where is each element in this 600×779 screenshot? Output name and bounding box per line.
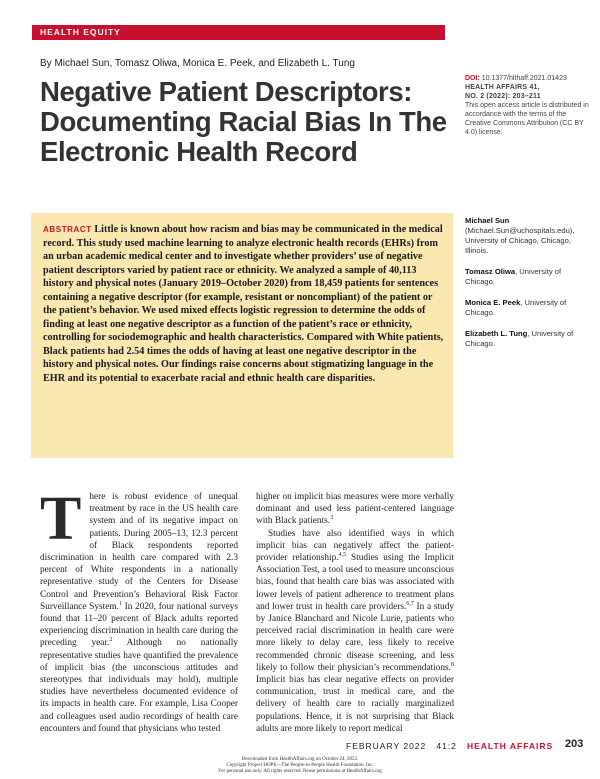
reference-mark[interactable]: 2 xyxy=(109,637,113,644)
affiliation-item: Tomasz Oliwa, University of Chicago. xyxy=(465,267,562,286)
license-note: This open access article is distributed in accordance with the terms of the Creative Commons Attribution (CC BY 4.0) license. xyxy=(465,102,589,136)
abstract-text: Little is known about how racism and bias may be communicated in the medical record. This study used machine learning to analyze electronic health records (EHRs) from an urban academic medical center and to investigate whether providers’ use of negative patient descriptors varied by patient race or ethnicity. We analyzed a sample of 40,113 history and physical notes (January 2019–October 2020) from 18,459 patients for sentences containing a negative descriptor (for example, resistant or noncompliant) of the patient or the patient’s behavior. We used mixed effects logistic regression to determine the odds of finding at least one negative descriptor as a function of the patient’s race or ethnicity, controlling for sociodemographic and health characteristics. Compared with White patients, Black patients had 2.54 times the odds of having at least one negative descriptor in the history and physical notes. Our findings raise concerns about stigmatizing language in the EHR and its potential to exacerbate racial and ethnic health care disparities. xyxy=(43,224,444,384)
issue-date: FEBRUARY 2022 xyxy=(346,741,427,751)
drop-cap: T xyxy=(40,485,82,553)
affiliations xyxy=(465,216,590,360)
article-meta xyxy=(465,74,590,137)
reference-mark[interactable]: 1 xyxy=(118,600,122,607)
page-footer xyxy=(346,741,553,751)
reference-mark[interactable]: 4,5 xyxy=(338,551,347,558)
body-paragraph: higher on implicit bias measures were more verbally dominant and used less patient-centered language with Black patients.$^3$ xyxy=(256,492,454,527)
doi-link[interactable]: 10.1377/hlthaff.2021.01423 xyxy=(481,75,567,82)
issue-volume: 41:2 xyxy=(436,741,457,751)
article-title: Negative Patient Descriptors: Documenting Racial Bias In The Electronic Health Record xyxy=(40,76,447,167)
author-byline: By Michael Sun, Tomasz Oliwa, Monica E. Peek, and Elizabeth L. Tung xyxy=(40,58,355,69)
reference-mark[interactable]: 3 xyxy=(330,515,334,522)
footer-journal: HEALTH AFFAIRS xyxy=(466,741,554,751)
body-column-2 xyxy=(256,491,454,735)
download-notice: Downloaded from HealthAffairs.org on October 24, 2022. Copyright Project HOPE—The People-to-People Health Foundation, Inc. For personal use only. All rights reserved. Reuse permissions at HealthAffairs.org xyxy=(218,757,382,775)
affiliation-item: Elizabeth L. Tung, University of Chicago. xyxy=(465,329,574,348)
journal-volume: HEALTH AFFAIRS 41, xyxy=(465,84,540,91)
section-label: HEALTH EQUITY xyxy=(40,27,121,37)
body-paragraph: Studies have also identified ways in which implicit bias can negatively affect the patient-provider relationship.$^{4,5}$ Studies using the Implicit Association Test, a tool used to measure unconscious bias, found that health care bias was associated with lower levels of patient adherence to treatment plans and lower trust in health care providers.$^{6,7}$ In a study by Janice Blanchard and Nicole Lurie, patients who perceived racial discrimination in health care were more likely to delay care, less likely to receive recommended chronic disease screening, and less likely to follow their physician’s recommendations.$^8$ Implicit bias has clear negative effects on provider communication, trust in medical care, and the delivery of health care to racially marginalized populations. Hence, it is not surprising that Black adults are more likely to report medical xyxy=(256,528,454,734)
reference-mark[interactable]: 6,7 xyxy=(406,600,414,607)
abstract xyxy=(43,223,445,385)
affiliation-item: Michael Sun (Michael.Sun@uchospitals.edu), University of Chicago, Chicago, Illinois. xyxy=(465,216,575,255)
body-column-1 xyxy=(40,485,238,735)
body-paragraph: here is robust evidence of unequal treatment by race in the US health care system and of its negative impact on patients. During 2005–13, 12.3 percent of Black respondents reported discrimination in health care compared with 2.3 percent of White respondents in a nationally representative study of the Centers for Disease Control and Prevention’s Behavioral Risk Factor Surveillance System.$^1$ In 2020, four national surveys found that 11–20 percent of Black adults reported experiencing discrimination in health care during the preceding year.$^2$ Although no nationally representative studies have quantified the prevalence of implicit bias (the unconscious attitudes and stereotypes that individuals may hold), multiple studies have nevertheless documented evidence of its impacts in health care. For example, Lisa Cooper and colleagues used audio recordings of health care encounters and found that physicians who tested xyxy=(40,492,238,734)
page-number: 203 xyxy=(565,738,584,750)
journal-issue: NO. 2 (2022): 203–211 xyxy=(465,93,541,100)
affiliation-item: Monica E. Peek, University of Chicago. xyxy=(465,298,567,317)
doi-label: DOI: xyxy=(465,75,480,82)
reference-mark[interactable]: 8 xyxy=(451,661,454,668)
abstract-label: ABSTRACT xyxy=(43,225,92,234)
